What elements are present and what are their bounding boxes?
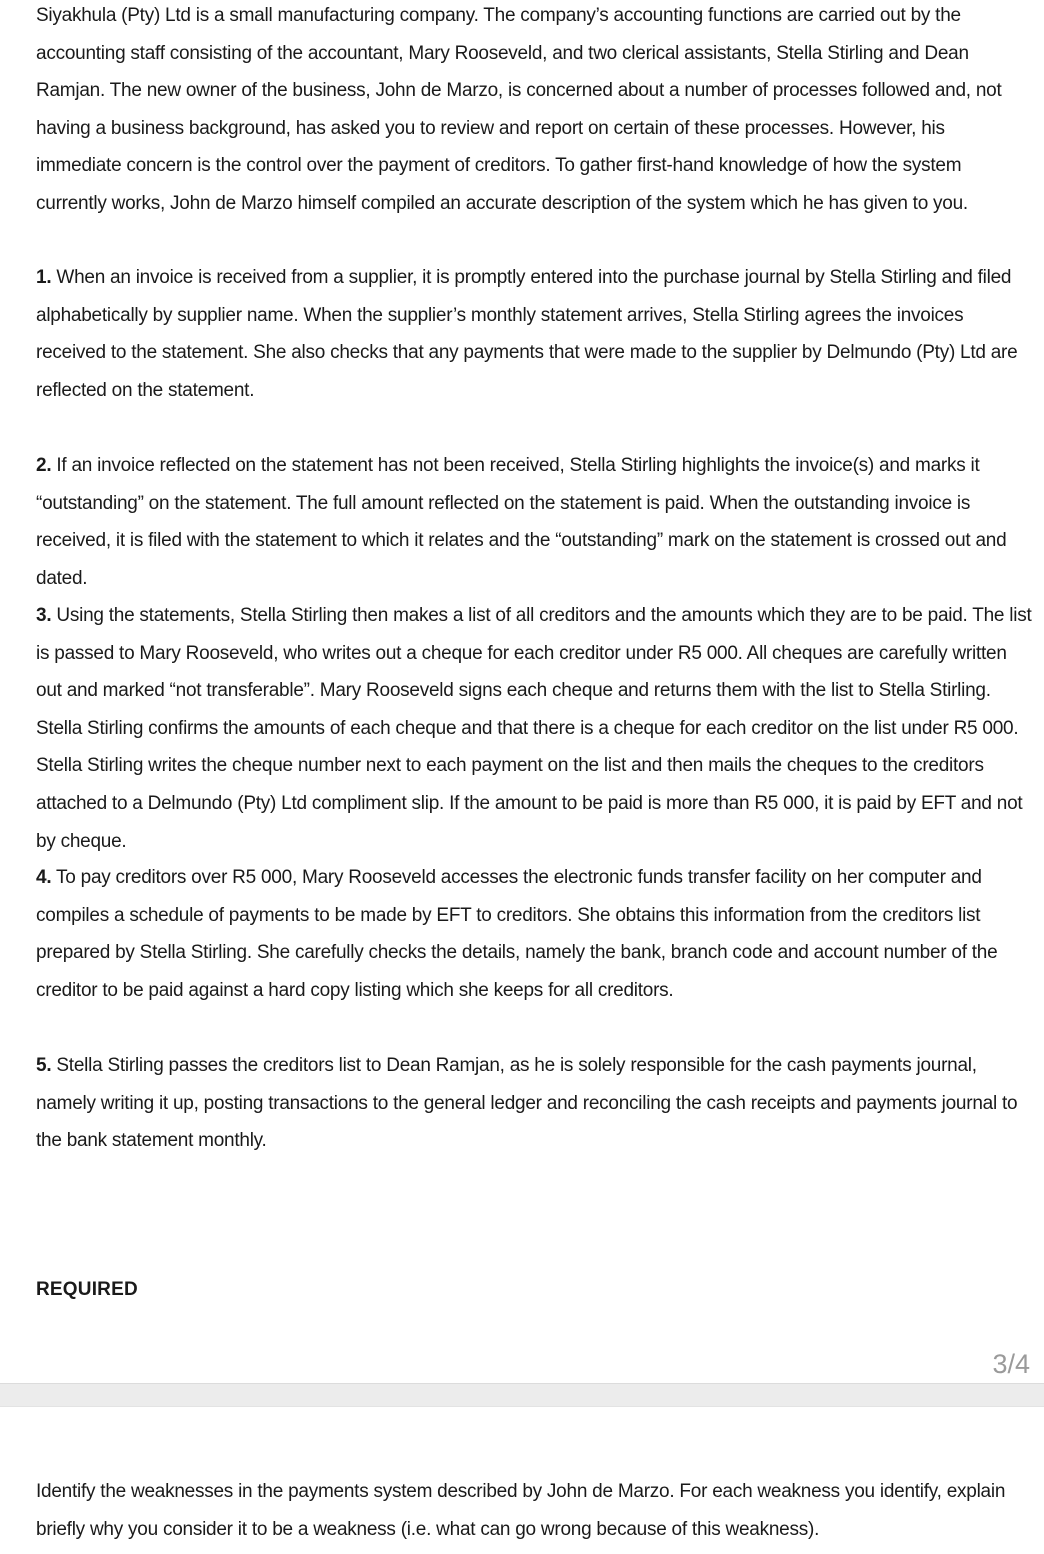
item-number: 2. — [36, 455, 52, 476]
item-number: 1. — [36, 267, 52, 288]
numbered-item-5 — [36, 1047, 1032, 1160]
intro-paragraph: Siyakhula (Pty) Ltd is a small manufacturing company. The company’s accounting functions are carried out by the accounting staff consisting of the accountant, Mary Rooseveld, and two clerical assistants, Stella Stirling and Dean Ramjan. The new owner of the business, John de Marzo, is concerned about a number of processes followed and, not having a business background, has asked you to review and report on certain of these processes. However, his immediate concern is the control over the payment of creditors. To gather first-hand knowledge of how the system currently works, John de Marzo himself compiled an accurate description of the system which he has given to you. — [36, 5, 1002, 214]
numbered-item-2 — [36, 447, 1032, 597]
numbered-item-3 — [36, 597, 1032, 860]
required-heading: REQUIRED — [36, 1279, 138, 1300]
numbered-item-4 — [36, 859, 1032, 1009]
item-number: 5. — [36, 1055, 52, 1076]
item-text: When an invoice is received from a supplier, it is promptly entered into the purchase journal by Stella Stirling and filed alphabetically by supplier name. When the supplier’s monthly statement arrives, Stella Stirling agrees the invoices received to the statement. She also checks that any payments that were made to the supplier by Delmundo (Pty) Ltd are reflected on the statement. — [36, 267, 1018, 401]
item-text: To pay creditors over R5 000, Mary Rooseveld accesses the electronic funds transfer facility on her computer and compiles a schedule of payments to be made by EFT to creditors. She obtains this information from the creditors list prepared by Stella Stirling. She carefully checks the details, namely the bank, branch code and account number of the creditor to be paid against a hard copy listing which she keeps for all creditors. — [36, 867, 998, 1001]
item-number: 3. — [36, 605, 52, 626]
item-text: Stella Stirling passes the creditors list to Dean Ramjan, as he is solely responsible for the cash payments journal, namely writing it up, posting transactions to the general ledger and reconciling the cash receipts and payments journal to the bank statement monthly. — [36, 1055, 1018, 1152]
page-indicator: 3/4 — [992, 1349, 1030, 1379]
item-text: If an invoice reflected on the statement has not been received, Stella Stirling highlights the invoice(s) and marks it “outstanding” on the statement. The full amount reflected on the statement is paid. When the outstanding invoice is received, it is filed with the statement to which it relates and the “outstanding” mark on the statement is crossed out and dated. — [36, 455, 1007, 589]
item-text: Using the statements, Stella Stirling then makes a list of all creditors and the amounts which they are to be paid. The list is passed to Mary Rooseveld, who writes out a cheque for each creditor under R5 000. All cheques are carefully written out and marked “not transferable”. Mary Rooseveld signs each cheque and returns them with the list to Stella Stirling. Stella Stirling confirms the amounts of each cheque and that there is a cheque for each creditor on the list under R5 000. Stella Stirling writes the cheque number next to each payment on the list and then mails the cheques to the creditors attached to a Delmundo (Pty) Ltd compliment slip. If the amount to be paid is more than R5 000, it is paid by EFT and not by cheque. — [36, 605, 1032, 852]
numbered-item-1 — [36, 259, 1032, 409]
page-break-divider — [0, 1383, 1044, 1407]
question-paragraph: Identify the weaknesses in the payments system described by John de Marzo. For each weakness you identify, explain briefly why you consider it to be a weakness (i.e. what can go wrong because of this weakness). — [36, 1481, 1006, 1540]
item-number: 4. — [36, 867, 52, 888]
